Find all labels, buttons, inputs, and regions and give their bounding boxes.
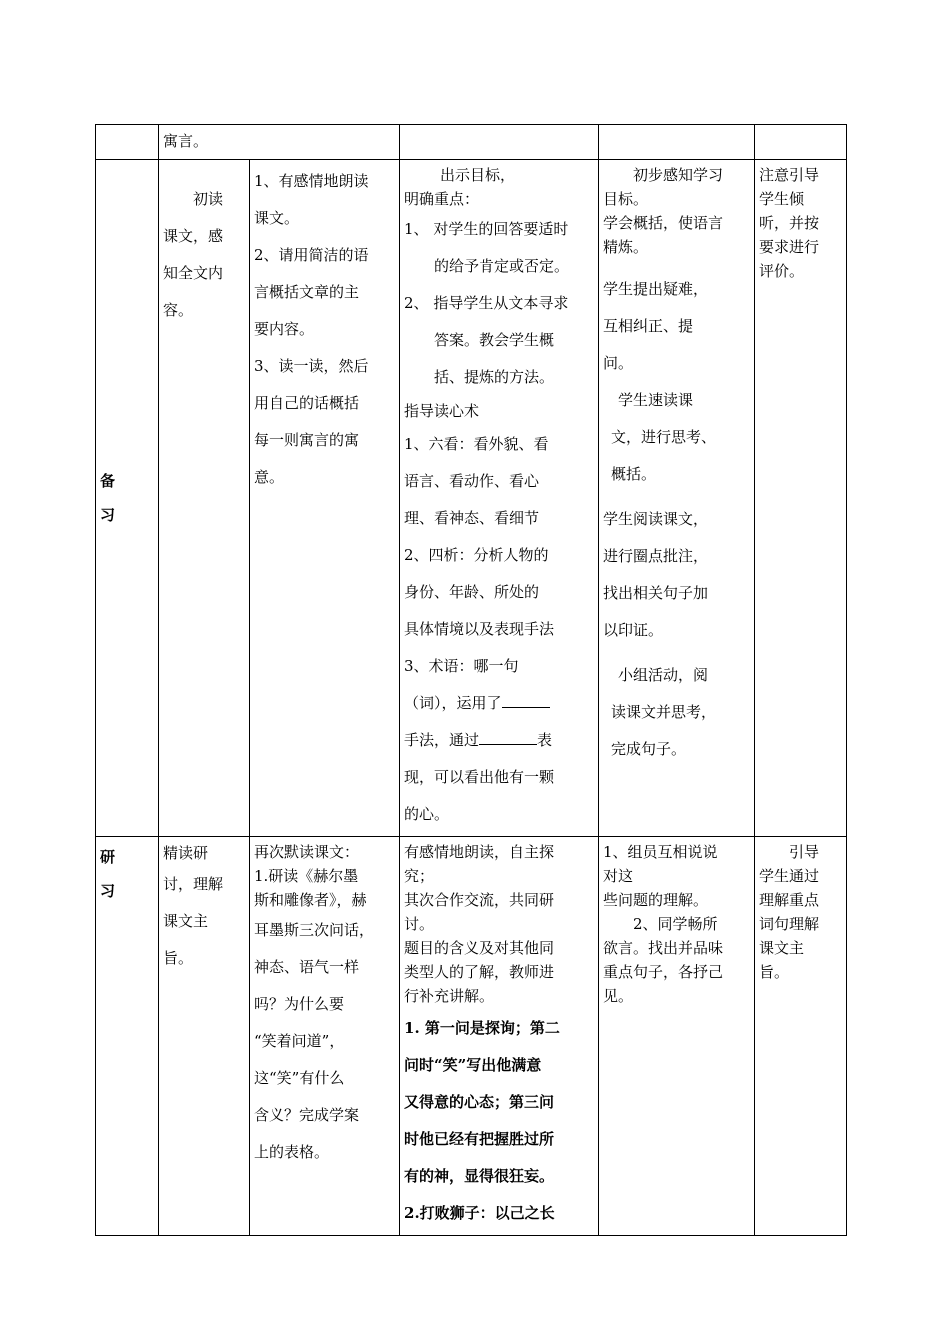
term-line-b: 手法，通过 表 bbox=[404, 731, 553, 749]
student-cell-beixi: 初步感知学习 目标。 学会概括，使语言 精炼。 学生提出疑难， 互相纠正、提 问。 学生速读课 文，进行思考、 概括。 学生阅读课文， 进行圈点批注， 找出相关句子加 以印证。 小组活动，阅 读课文并思考， 完成句子。 bbox=[599, 160, 755, 837]
reading-method: 指导读心术 1、六看：看外貌、看 语言、看动作、看心 理、看神态、看细节 2、四析：分析人物的 身份、年龄、所处的 具体情境以及表现手法 3、术语：哪一句 （词），运用了 手法，通过 表 现，可以看出他有一颗 的心。 bbox=[404, 396, 594, 833]
teacher-cell-yanxi: 有感情地朗读，自主探 究； 其次合作交流，共同研 讨。 题目的含义及对其他同 类型人的了解，教师进 行补充讲解。 1. 第一问是探询；第二 问时“笑”写出他满意 又得意的心态；第三问 时他已经有把握胜过所 有的神，显得很狂妄。 2.打败狮子：以己之长 bbox=[400, 837, 599, 1236]
phase-cell-empty bbox=[96, 125, 159, 160]
goal-cell-beixi: 初读 课文，感 知全文内 容。 bbox=[159, 160, 250, 837]
empty-cell bbox=[599, 125, 755, 160]
yanxi-row bbox=[96, 837, 847, 1236]
teacher-answer: 1. 第一问是探询；第二 问时“笑”写出他满意 又得意的心态；第三问 时他已经有把握胜过所 有的神，显得很狂妄。 2.打败狮子：以己之长 bbox=[404, 1019, 560, 1222]
empty-cell bbox=[400, 125, 599, 160]
note-cell-yanxi: 引导 学生通过 理解重点 词句理解 课文主 旨。 bbox=[755, 837, 847, 1236]
continuation-text: 寓言。 bbox=[163, 132, 209, 150]
phase-label-beixi: 备 习 bbox=[96, 160, 159, 837]
continuation-text-cell bbox=[159, 125, 400, 160]
student-cell-yanxi: 1、组员互相说说 对这 些问题的理解。 2、同学畅所 欲言。找出并品味 重点句子，各抒己 见。 bbox=[599, 837, 755, 1236]
phase-label-yanxi: 研 习 bbox=[96, 837, 159, 1236]
fill-blank bbox=[502, 693, 550, 708]
term-line-a: （词），运用了 bbox=[404, 685, 594, 722]
goal-cell-yanxi: 精读研 讨，理解 课文主 旨。 bbox=[159, 837, 250, 1236]
teacher-item-2: 2、 指导学生从文本寻求 答案。教会学生概 括、提炼的方法。 bbox=[404, 294, 569, 386]
continuation-row bbox=[96, 125, 847, 160]
note-cell-beixi: 注意引导 学生倾 听，并按 要求进行 评价。 bbox=[755, 160, 847, 837]
teacher-cell-beixi: 出示目标， 明确重点： 1、 对学生的回答要适时 的给予肯定或否定。 2、 指导学生从文本寻求 答案。教会学生概 括、提炼的方法。 指导读心术 1、六看：看外貌、看 语言、看动作、看心 理、看神态、看细节 2、四析：分析人物的 身份、年龄、所处的 具体情境以及表现手法 3、术语：哪一句 （词），运用了 手法，通过 表 现，可以看出他有一颗 的心。 bbox=[400, 160, 599, 837]
teacher-item-1: 1、 对学生的回答要适时 的给予肯定或否定。 bbox=[404, 220, 570, 275]
tasks-cell-yanxi: 再次默读课文： 1.研读《赫尔墨 斯和雕像者》，赫 耳墨斯三次问话， 神态、语气一样 吗？为什么要 “笑着问道”， 这“笑”有什么 含义？完成学案 上的表格。 bbox=[250, 837, 400, 1236]
lesson-plan-table bbox=[95, 124, 847, 1236]
fill-blank bbox=[479, 730, 537, 745]
beixi-row bbox=[96, 160, 847, 837]
empty-cell bbox=[755, 125, 847, 160]
tasks-cell-beixi: 1、有感情地朗读 课文。 2、请用简洁的语 言概括文章的主 要内容。 3、读一读，然后 用自己的话概括 每一则寓言的寓 意。 bbox=[250, 160, 400, 837]
